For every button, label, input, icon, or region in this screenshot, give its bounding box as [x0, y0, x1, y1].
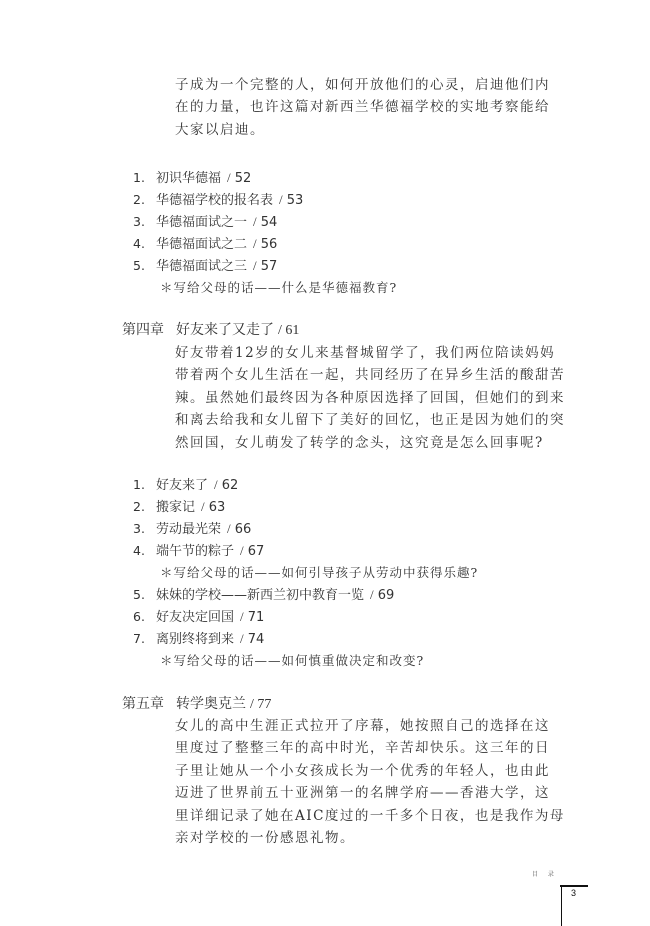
toc-item-page: 62	[221, 478, 239, 493]
toc-item-page: 52	[234, 171, 252, 186]
chapter-title: 好友来了又走了	[176, 322, 274, 338]
parent-note[interactable]: ＊写给父母的话——如何慎重做决定和改变?	[160, 653, 425, 668]
toc-item-title: 华德福面试之三 / 57	[156, 258, 278, 274]
chapter-label: 第五章	[122, 696, 164, 712]
toc-list-chapter4	[0, 474, 650, 672]
chapter-title: 转学奥克兰	[176, 696, 246, 712]
toc-item-number: 3.	[133, 521, 145, 536]
toc-item-title: 好友来了 / 62	[156, 477, 239, 493]
footer-vertical-rule	[561, 885, 562, 926]
text-line: 子成为一个完整的人，如何开放他们的心灵，启迪他们内	[175, 77, 550, 93]
toc-item-page: 54	[260, 215, 278, 230]
text-line: 女儿的高中生涯正式拉开了序幕，她按照自己的选择在这	[175, 718, 550, 734]
toc-item-title: 好友决定回国 / 71	[156, 609, 265, 625]
toc-item-title: 华德福面试之一 / 54	[156, 214, 278, 230]
text-line: 里度过了整整三年的高中时光，辛苦却快乐。这三年的日	[175, 740, 550, 757]
toc-item-title: 端午节的粽子 / 67	[156, 543, 265, 559]
toc-item-number: 2.	[133, 192, 145, 207]
toc-item-page: 66	[234, 522, 252, 537]
chapter-heading[interactable]	[122, 318, 299, 342]
toc-item-number: 1.	[133, 170, 145, 185]
text-line: 好友带着12岁的女儿来基督城留学了，我们两位陪读妈妈	[175, 345, 556, 361]
toc-item-title: 华德福学校的报名表 / 53	[156, 192, 304, 208]
text-line: 然回国，女儿萌发了转学的念头，这究竟是怎么回事呢?	[175, 434, 544, 451]
toc-item-page: 69	[377, 588, 395, 603]
toc-item[interactable]	[0, 189, 650, 211]
toc-item[interactable]	[0, 211, 650, 233]
chapter-summary	[175, 342, 565, 454]
toc-item[interactable]	[0, 233, 650, 255]
toc-item-title: 离别终将到来 / 74	[156, 631, 265, 647]
toc-item-page: 71	[247, 610, 265, 625]
text-line: 在的力量，也许这篇对新西兰华德福学校的实地考察能给	[175, 99, 550, 116]
toc-item-page: 56	[260, 237, 278, 252]
toc-item-page: 57	[260, 259, 278, 274]
parent-note[interactable]: ＊写给父母的话——什么是华德福教育?	[160, 280, 398, 295]
text-line: 子里让她从一个小女孩成长为一个优秀的年轻人，也由此	[175, 762, 550, 779]
chapter-page: / 61	[278, 323, 300, 338]
text-line: 辣。虽然她们最终因为各种原因选择了回国，但她们的到来	[175, 389, 565, 406]
text-line: 迈进了世界前五十亚洲第一的名牌学府——香港大学，这	[175, 785, 550, 802]
toc-list-chapter3	[0, 167, 650, 299]
toc-item-page: 67	[247, 544, 265, 559]
toc-item-number: 3.	[133, 214, 145, 229]
footer-rule	[560, 885, 588, 887]
toc-item-title: 搬家记 / 63	[156, 499, 226, 515]
toc-item-title: 妹妹的学校——新西兰初中教育一览 / 69	[156, 587, 395, 603]
toc-item[interactable]	[0, 474, 650, 496]
chapter-label: 第四章	[122, 322, 164, 338]
toc-item-number: 2.	[133, 499, 145, 514]
toc-item[interactable]	[0, 167, 650, 189]
toc-item[interactable]	[0, 540, 650, 562]
toc-item[interactable]	[0, 518, 650, 540]
chapter-page: / 77	[250, 697, 272, 712]
toc-item-number: 4.	[133, 543, 145, 558]
intro-paragraph	[175, 74, 550, 141]
toc-item[interactable]	[0, 255, 650, 277]
toc-item[interactable]	[0, 628, 650, 650]
toc-item-number: 5.	[133, 258, 145, 273]
toc-item-page: 53	[286, 193, 304, 208]
toc-item-number: 1.	[133, 477, 145, 492]
text-line: 亲对学校的一份感恩礼物。	[175, 830, 355, 847]
toc-item-title: 华德福面试之二 / 56	[156, 236, 278, 252]
section-label: 目 录	[532, 871, 558, 878]
toc-item-page: 74	[247, 632, 265, 647]
text-line: 带着两个女儿生活在一起，共同经历了在异乡生活的酸甜苦	[175, 367, 565, 384]
text-line: 大家以启迪。	[175, 121, 265, 138]
chapter-heading[interactable]	[122, 692, 271, 716]
toc-item-title: 初识华德福 / 52	[156, 170, 252, 186]
text-line: 和离去给我和女儿留下了美好的回忆，也正是因为她们的突	[175, 412, 565, 429]
page-number: 3	[571, 888, 577, 898]
toc-item-title: 劳动最光荣 / 66	[156, 521, 252, 537]
toc-item-page: 63	[208, 500, 226, 515]
toc-item[interactable]	[0, 496, 650, 518]
text-line: 里详细记录了她在AIC度过的一千多个日夜，也是我作为母	[175, 807, 565, 824]
toc-item-number: 6.	[133, 609, 145, 624]
toc-item-number: 4.	[133, 236, 145, 251]
toc-item[interactable]	[0, 606, 650, 628]
toc-item-number: 5.	[133, 587, 145, 602]
parent-note[interactable]: ＊写给父母的话——如何引导孩子从劳动中获得乐趣?	[160, 565, 479, 580]
chapter-summary	[175, 715, 565, 849]
toc-item[interactable]	[0, 584, 650, 606]
toc-item-number: 7.	[133, 631, 145, 646]
